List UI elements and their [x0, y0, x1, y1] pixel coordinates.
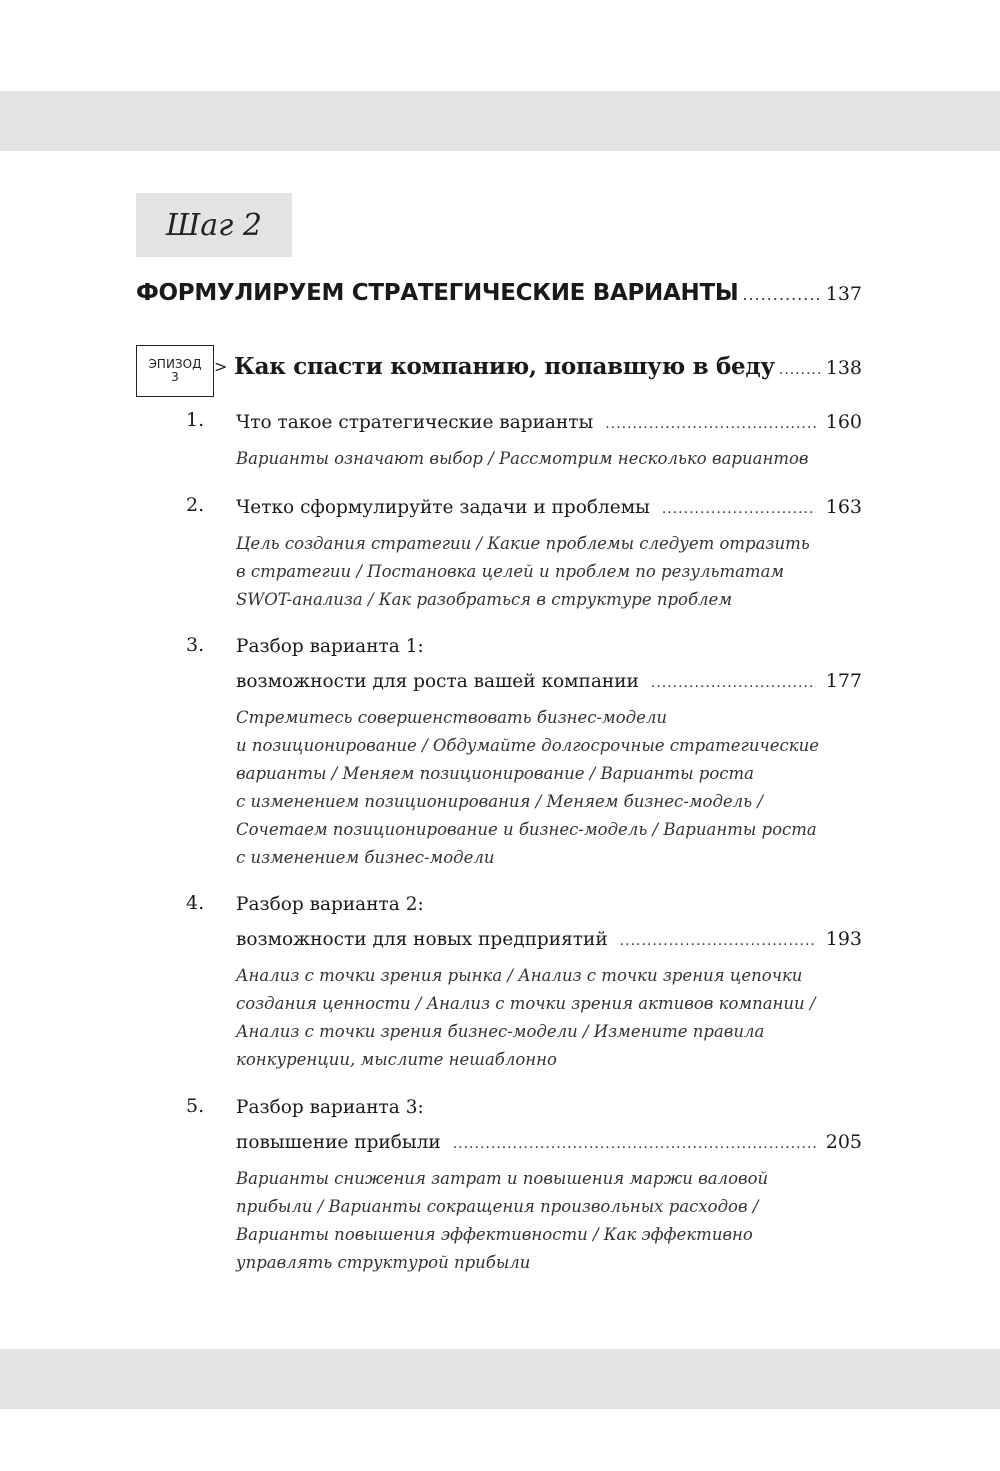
description-line: Варианты снижения затрат и повышения маржи валовой	[236, 1169, 769, 1188]
description-line: создания ценности / Анализ с точки зрения активов компании /	[236, 994, 816, 1013]
entry-title: Четко сформулируйте задачи и проблемы	[236, 497, 650, 518]
entry-title-line-1	[236, 888, 862, 922]
description-line: и позиционирование / Обдумайте долгосрочные стратегические	[236, 736, 819, 755]
entry-subtitle: возможности для роста вашей компании	[236, 671, 639, 692]
entry-title-line-2	[236, 922, 862, 958]
leader-dots	[605, 407, 816, 441]
episode-page: 138	[825, 357, 862, 379]
entry-title: Разбор варианта 2:	[236, 894, 424, 915]
description-line: Анализ с точки зрения бизнес-модели / Измените правила	[236, 1022, 765, 1041]
entry-description	[236, 445, 862, 473]
description-line: прибыли / Варианты сокращения произвольных расходов /	[236, 1197, 759, 1216]
description-line: Варианты означают выбор / Рассмотрим несколько вариантов	[236, 449, 809, 468]
entry-page: 160	[825, 411, 862, 433]
leader-dots	[651, 666, 816, 700]
footer-band	[0, 1349, 1000, 1409]
step-box	[136, 193, 292, 257]
entry-title-line-1	[236, 1091, 862, 1125]
section-heading	[136, 280, 862, 306]
entry-title-line-2	[236, 664, 862, 700]
entry-page: 177	[825, 670, 862, 692]
entry-number: 1.	[186, 409, 205, 431]
entry-title: Разбор варианта 3:	[236, 1097, 424, 1118]
entry-title-line	[236, 405, 862, 441]
description-line: управлять структурой прибыли	[236, 1253, 531, 1272]
episode-title: Как спасти компанию, попавшую в беду	[234, 353, 775, 380]
entry-number: 2.	[186, 494, 205, 516]
toc-entry-2[interactable]	[186, 490, 862, 614]
episode-arrow-icon: >	[214, 357, 228, 376]
entry-title-line-1	[236, 630, 862, 664]
entry-number: 4.	[186, 892, 205, 914]
description-line: Анализ с точки зрения рынка / Анализ с точки зрения цепочки	[236, 966, 803, 985]
entry-description	[236, 704, 862, 872]
entry-page: 193	[825, 928, 862, 950]
entry-number: 3.	[186, 634, 205, 656]
entry-title-line	[236, 490, 862, 526]
leader-dots	[742, 285, 821, 304]
entry-number: 5.	[186, 1095, 205, 1117]
episode-badge-word: ЭПИЗОД	[148, 357, 202, 371]
toc-entry-5[interactable]	[186, 1091, 862, 1277]
entry-subtitle: повышение прибыли	[236, 1132, 441, 1153]
description-line: с изменением бизнес-модели	[236, 848, 495, 867]
toc-entry-3[interactable]	[186, 630, 862, 872]
description-line: Сочетаем позиционирование и бизнес-модель / Варианты роста	[236, 820, 817, 839]
description-line: Цель создания стратегии / Какие проблемы следует отразить	[236, 534, 810, 553]
leader-dots	[620, 924, 816, 958]
episode-badge	[136, 345, 214, 397]
description-line: варианты / Меняем позиционирование / Варианты роста	[236, 764, 755, 783]
section-title: ФОРМУЛИРУЕМ СТРАТЕГИЧЕСКИЕ ВАРИАНТЫ	[136, 280, 739, 306]
episode-badge-number: 3	[171, 370, 179, 384]
leader-dots	[453, 1127, 816, 1161]
episode-heading	[234, 353, 862, 380]
toc-entry-1[interactable]	[186, 405, 862, 473]
entry-title: Что такое стратегические варианты	[236, 412, 594, 433]
section-page: 137	[825, 283, 862, 305]
leader-dots	[779, 362, 822, 378]
description-line: Стремитесь совершенствовать бизнес-модели	[236, 708, 668, 727]
description-line: с изменением позиционирования / Меняем бизнес-модель /	[236, 792, 763, 811]
entry-title-line-2	[236, 1125, 862, 1161]
entry-subtitle: возможности для новых предприятий	[236, 929, 608, 950]
toc-entry-4[interactable]	[186, 888, 862, 1074]
entry-title: Разбор варианта 1:	[236, 636, 424, 657]
entry-description	[236, 962, 862, 1074]
entry-page: 205	[825, 1131, 862, 1153]
header-band	[0, 91, 1000, 151]
entry-page: 163	[825, 496, 862, 518]
description-line: Варианты повышения эффективности / Как эффективно	[236, 1225, 753, 1244]
description-line: в стратегии / Постановка целей и проблем по результатам	[236, 562, 785, 581]
step-label: Шаг 2	[166, 207, 262, 243]
entry-description	[236, 1165, 862, 1277]
entry-description	[236, 530, 862, 614]
description-line: конкуренции, мыслите нешаблонно	[236, 1050, 557, 1069]
description-line: SWOT-анализа / Как разобраться в структуре проблем	[236, 590, 733, 609]
leader-dots	[662, 492, 816, 526]
